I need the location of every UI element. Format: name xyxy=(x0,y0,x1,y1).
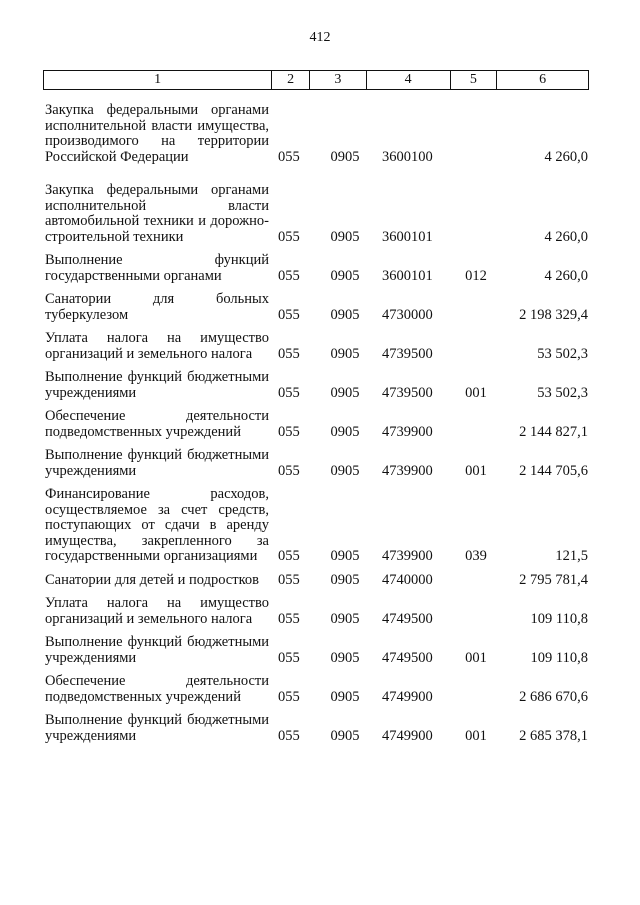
row-amount: 121,5 xyxy=(555,548,588,564)
row-description: Уплата налога на имущество организаций и земельного налога xyxy=(45,330,269,362)
row-target-code: 4739900 xyxy=(382,462,433,479)
row-target-code: 4740000 xyxy=(382,571,433,588)
row-target-code: 4730000 xyxy=(382,306,433,323)
header-col-3: 3 xyxy=(310,71,367,89)
header-col-5: 5 xyxy=(451,71,498,89)
row-amount: 4 260,0 xyxy=(544,267,588,284)
row-section-code: 0905 xyxy=(330,267,360,284)
row-section-code: 0905 xyxy=(330,571,360,588)
table-row xyxy=(45,674,590,705)
row-target-code: 4749900 xyxy=(382,688,433,705)
row-section-code: 0905 xyxy=(330,548,360,564)
row-amount: 2 144 827,1 xyxy=(519,423,588,440)
row-ministry-code: 055 xyxy=(278,345,300,362)
row-section-code: 0905 xyxy=(330,462,360,479)
table-row xyxy=(45,596,590,627)
table-row xyxy=(45,253,590,284)
row-target-code: 4739500 xyxy=(382,384,433,401)
row-description: Выполнение функций бюджетными учреждениями xyxy=(45,712,269,744)
row-ministry-code: 055 xyxy=(278,423,300,440)
row-amount: 2 198 329,4 xyxy=(519,306,588,323)
row-ministry-code: 055 xyxy=(278,228,300,245)
row-ministry-code: 055 xyxy=(278,571,300,588)
row-description: Закупка федеральными органами исполнительной власти имущества, производимого на территории Российской Федерации xyxy=(45,102,269,165)
row-expense-type: 001 xyxy=(465,649,487,666)
header-col-4: 4 xyxy=(367,71,451,89)
row-amount: 53 502,3 xyxy=(537,384,588,401)
table-row xyxy=(45,292,590,323)
table-row xyxy=(45,635,590,666)
row-target-code: 3600101 xyxy=(382,228,433,245)
row-target-code: 4749500 xyxy=(382,649,433,666)
row-description: Обеспечение деятельности подведомственных учреждений xyxy=(45,673,269,705)
row-section-code: 0905 xyxy=(330,423,360,440)
table-row xyxy=(45,573,590,589)
row-ministry-code: 055 xyxy=(278,462,300,479)
row-ministry-code: 055 xyxy=(278,727,300,744)
page-number: 412 xyxy=(309,30,331,45)
row-ministry-code: 055 xyxy=(278,384,300,401)
row-target-code: 4739900 xyxy=(382,548,433,564)
table-row xyxy=(45,487,590,565)
table-row xyxy=(45,331,590,362)
row-description: Уплата налога на имущество организаций и земельного налога xyxy=(45,595,269,627)
row-ministry-code: 055 xyxy=(278,688,300,705)
table-row xyxy=(45,713,590,744)
row-section-code: 0905 xyxy=(330,228,360,245)
row-section-code: 0905 xyxy=(330,384,360,401)
row-target-code: 4749900 xyxy=(382,727,433,744)
header-col-6: 6 xyxy=(539,72,547,87)
row-ministry-code: 055 xyxy=(278,148,300,165)
row-description: Обеспечение деятельности подведомственных учреждений xyxy=(45,408,269,440)
row-description: Финансирование расходов, осуществляемое за счет средств, поступающих от сдачи в аренду имущества, закрепленного за государственными организациями xyxy=(45,486,269,564)
row-section-code: 0905 xyxy=(330,688,360,705)
table-row xyxy=(45,103,590,165)
table-body xyxy=(45,95,590,744)
row-target-code: 4739900 xyxy=(382,423,433,440)
row-target-code: 4739500 xyxy=(382,345,433,362)
row-target-code: 4749500 xyxy=(382,610,433,627)
row-ministry-code: 055 xyxy=(278,610,300,627)
row-target-code: 3600101 xyxy=(382,267,433,284)
row-description: Выполнение функций бюджетными учреждениями xyxy=(45,634,269,666)
row-amount: 109 110,8 xyxy=(530,649,588,666)
row-amount: 4 260,0 xyxy=(544,228,588,245)
row-ministry-code: 055 xyxy=(278,649,300,666)
row-section-code: 0905 xyxy=(330,306,360,323)
row-expense-type: 001 xyxy=(465,727,487,744)
table-row xyxy=(45,183,590,245)
row-description: Выполнение функций государственными органами xyxy=(45,252,269,284)
row-description: Санатории для детей и подростков xyxy=(45,571,259,588)
row-amount: 2 144 705,6 xyxy=(519,462,588,479)
table-row xyxy=(45,370,590,401)
row-amount: 2 686 670,6 xyxy=(519,688,588,705)
row-section-code: 0905 xyxy=(330,610,360,627)
row-amount: 2 795 781,4 xyxy=(519,571,588,588)
table-header xyxy=(43,70,589,90)
row-expense-type: 001 xyxy=(465,462,487,479)
row-expense-type: 039 xyxy=(465,548,487,564)
row-amount: 53 502,3 xyxy=(537,345,588,362)
row-ministry-code: 055 xyxy=(278,306,300,323)
row-section-code: 0905 xyxy=(330,345,360,362)
row-description: Закупка федеральными органами исполнительной власти автомобильной техники и дорожно-строительной техники xyxy=(45,182,269,245)
row-section-code: 0905 xyxy=(330,727,360,744)
table-row xyxy=(45,448,590,479)
row-amount: 109 110,8 xyxy=(530,610,588,627)
row-expense-type: 012 xyxy=(465,267,487,284)
row-ministry-code: 055 xyxy=(278,267,300,284)
row-section-code: 0905 xyxy=(330,649,360,666)
row-description: Санатории для больных туберкулезом xyxy=(45,291,269,323)
row-description: Выполнение функций бюджетными учреждениями xyxy=(45,369,269,401)
row-amount: 2 685 378,1 xyxy=(519,727,588,744)
row-ministry-code: 055 xyxy=(278,548,300,564)
header-col-2: 2 xyxy=(272,71,310,89)
row-amount: 4 260,0 xyxy=(544,148,588,165)
row-target-code: 3600100 xyxy=(382,148,433,165)
row-section-code: 0905 xyxy=(330,148,360,165)
row-expense-type: 001 xyxy=(465,384,487,401)
row-description: Выполнение функций бюджетными учреждениями xyxy=(45,447,269,479)
table-row xyxy=(45,409,590,440)
header-col-1: 1 xyxy=(44,71,272,89)
